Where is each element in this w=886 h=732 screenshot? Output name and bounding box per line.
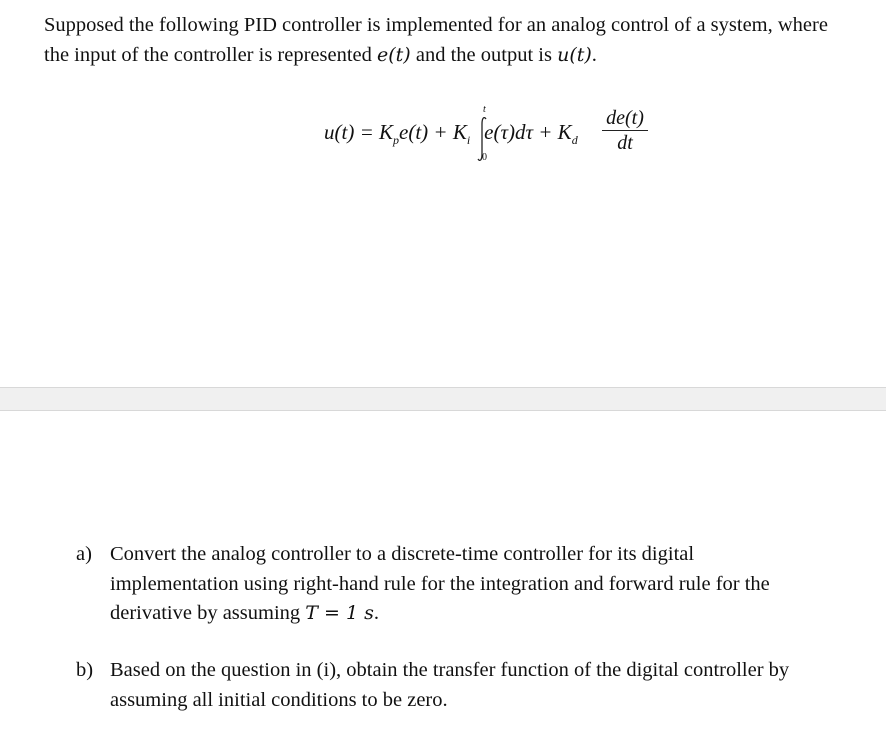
fraction-numerator: de(t) (606, 107, 644, 129)
question-a-line-3 (110, 599, 876, 629)
intro-line-1: Supposed the following PID controller is implemented for an analog control of a system, where (44, 14, 828, 36)
output-symbol: u(t) (557, 44, 592, 66)
question-b-line-1: Based on the question in (i), obtain the transfer function of the digital controller by (110, 659, 790, 681)
eq-integrand: e(τ)dτ + K (484, 120, 572, 144)
question-a-line-1: Convert the analog controller to a discrete-time controller for its digital (110, 543, 695, 565)
intro-line-2-end: . (591, 44, 597, 66)
problem-intro (44, 10, 874, 70)
intro-line-2-part-a: the input of the controller is represented (44, 44, 378, 66)
ki-subscript: i (466, 133, 471, 147)
kp-subscript: p (393, 133, 399, 147)
question-a-line-3-text: derivative by assuming (110, 602, 306, 624)
question-b-label: b) (76, 659, 94, 681)
question-b (76, 656, 876, 715)
question-a-line-2: implementation using right-hand rule for the integration and forward rule for the (110, 572, 770, 595)
intro-line-2-part-b: and the output is (410, 44, 558, 66)
question-b-line-2: assuming all initial conditions to be zero. (110, 688, 448, 711)
kd-subscript: d (571, 133, 578, 147)
eq-term1: e(t) + K (399, 120, 467, 144)
sampling-period: T = 1 s (305, 602, 374, 624)
question-a (76, 540, 876, 629)
integral-lower-limit: 0 (482, 152, 487, 163)
question-a-label: a) (76, 543, 92, 565)
pid-equation (324, 104, 664, 174)
section-divider (0, 387, 886, 411)
input-symbol: e(t) (377, 44, 411, 66)
fraction-denominator: dt (617, 132, 633, 155)
intro-line-2 (44, 40, 874, 70)
integral-upper-limit: t (483, 104, 486, 115)
question-a-line-3-end: . (373, 602, 379, 624)
derivative-fraction (600, 106, 650, 155)
equation-row (324, 120, 578, 148)
eq-lhs: u(t) = K (324, 120, 393, 144)
